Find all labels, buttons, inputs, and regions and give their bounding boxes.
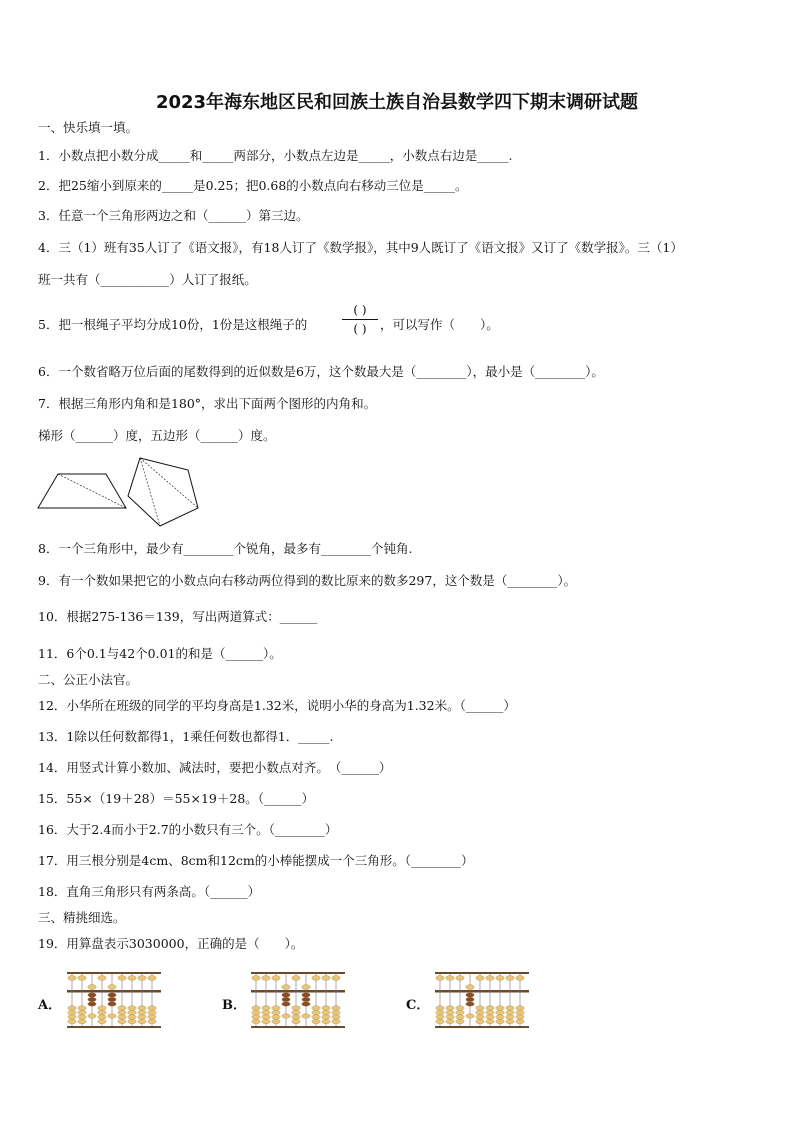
fraction-bar (342, 319, 378, 320)
option-b-label: B． (222, 998, 246, 1013)
option-c-label: C． (406, 998, 430, 1013)
trapezoid-figure (36, 470, 128, 512)
question-3: 3．任意一个三角形两边之和（______）第三边。 (38, 208, 309, 223)
question-17: 17．用三根分别是4cm、8cm和12cm的小棒能摆成一个三角形。（________） (38, 853, 474, 868)
question-5-part-2: ，可以写作（ ）。 (380, 317, 499, 332)
abacus-a-icon (66, 970, 162, 1030)
question-12: 12．小华所在班级的同学的平均身高是1.32米，说明小华的身高为1.32米。（______） (38, 698, 516, 713)
question-11: 11．6个0.1与42个0.01的和是（______）。 (38, 646, 282, 661)
question-16: 16．大于2.4而小于2.7的小数只有三个。（________） (38, 822, 338, 837)
section-heading-2: 二、公正小法官。 (38, 672, 139, 687)
question-4-line-2: 班一共有（___________）人订了报纸。 (38, 272, 257, 287)
abacus-b-icon (250, 970, 346, 1030)
fraction-blank (342, 303, 378, 336)
section-heading-1: 一、快乐填一填。 (38, 120, 139, 135)
question-8: 8．一个三角形中，最少有________个锐角，最多有________个钝角. (38, 541, 413, 556)
question-2: 2．把25缩小到原来的_____是0.25；把0.68的小数点向右移动三位是_____。 (38, 178, 468, 193)
question-19: 19．用算盘表示3030000，正确的是（ ）。 (38, 936, 304, 951)
pentagon-figure (124, 452, 202, 530)
question-9: 9．有一个数如果把它的小数点向右移动两位得到的数比原来的数多297，这个数是（________）。 (38, 573, 577, 588)
question-7: 7．根据三角形内角和是180°，求出下面两个图形的内角和。 (38, 396, 377, 411)
question-18: 18．直角三角形只有两条高。（______） (38, 884, 261, 899)
question-1: 1．小数点把小数分成_____和_____两部分，小数点左边是_____，小数点右边是_____. (38, 148, 513, 163)
question-7-answer: 梯形（______）度，五边形（______）度。 (38, 428, 276, 443)
fraction-denominator: ( ) (353, 322, 367, 336)
question-6: 6．一个数省略万位后面的尾数得到的近似数是6万，这个数最大是（________），最小是（________）。 (38, 364, 604, 379)
question-10: 10．根据275-136＝139，写出两道算式：______ (38, 609, 318, 624)
abacus-c-icon (434, 970, 530, 1030)
option-a-label: A． (38, 998, 62, 1013)
page-title: 2023年海东地区民和回族土族自治县数学四下期末调研试题 (155, 92, 639, 113)
question-5-part-1: 5．把一根绳子平均分成10份，1份是这根绳子的 (38, 317, 308, 332)
question-13: 13．1除以任何数都得1，1乘任何数也都得1．_____. (38, 729, 334, 744)
question-14: 14．用竖式计算小数加、减法时，要把小数点对齐。 （______） (38, 760, 392, 775)
question-15: 15．55×（19＋28）＝55×19＋28。（______） (38, 791, 315, 806)
question-4-line-1: 4．三（1）班有35人订了《语文报》，有18人订了《数学报》，其中9人既订了《语文报》又订了《数学报》。三（1） (38, 240, 683, 255)
fraction-numerator: ( ) (353, 303, 367, 317)
section-heading-3: 三、精挑细选。 (38, 910, 126, 925)
